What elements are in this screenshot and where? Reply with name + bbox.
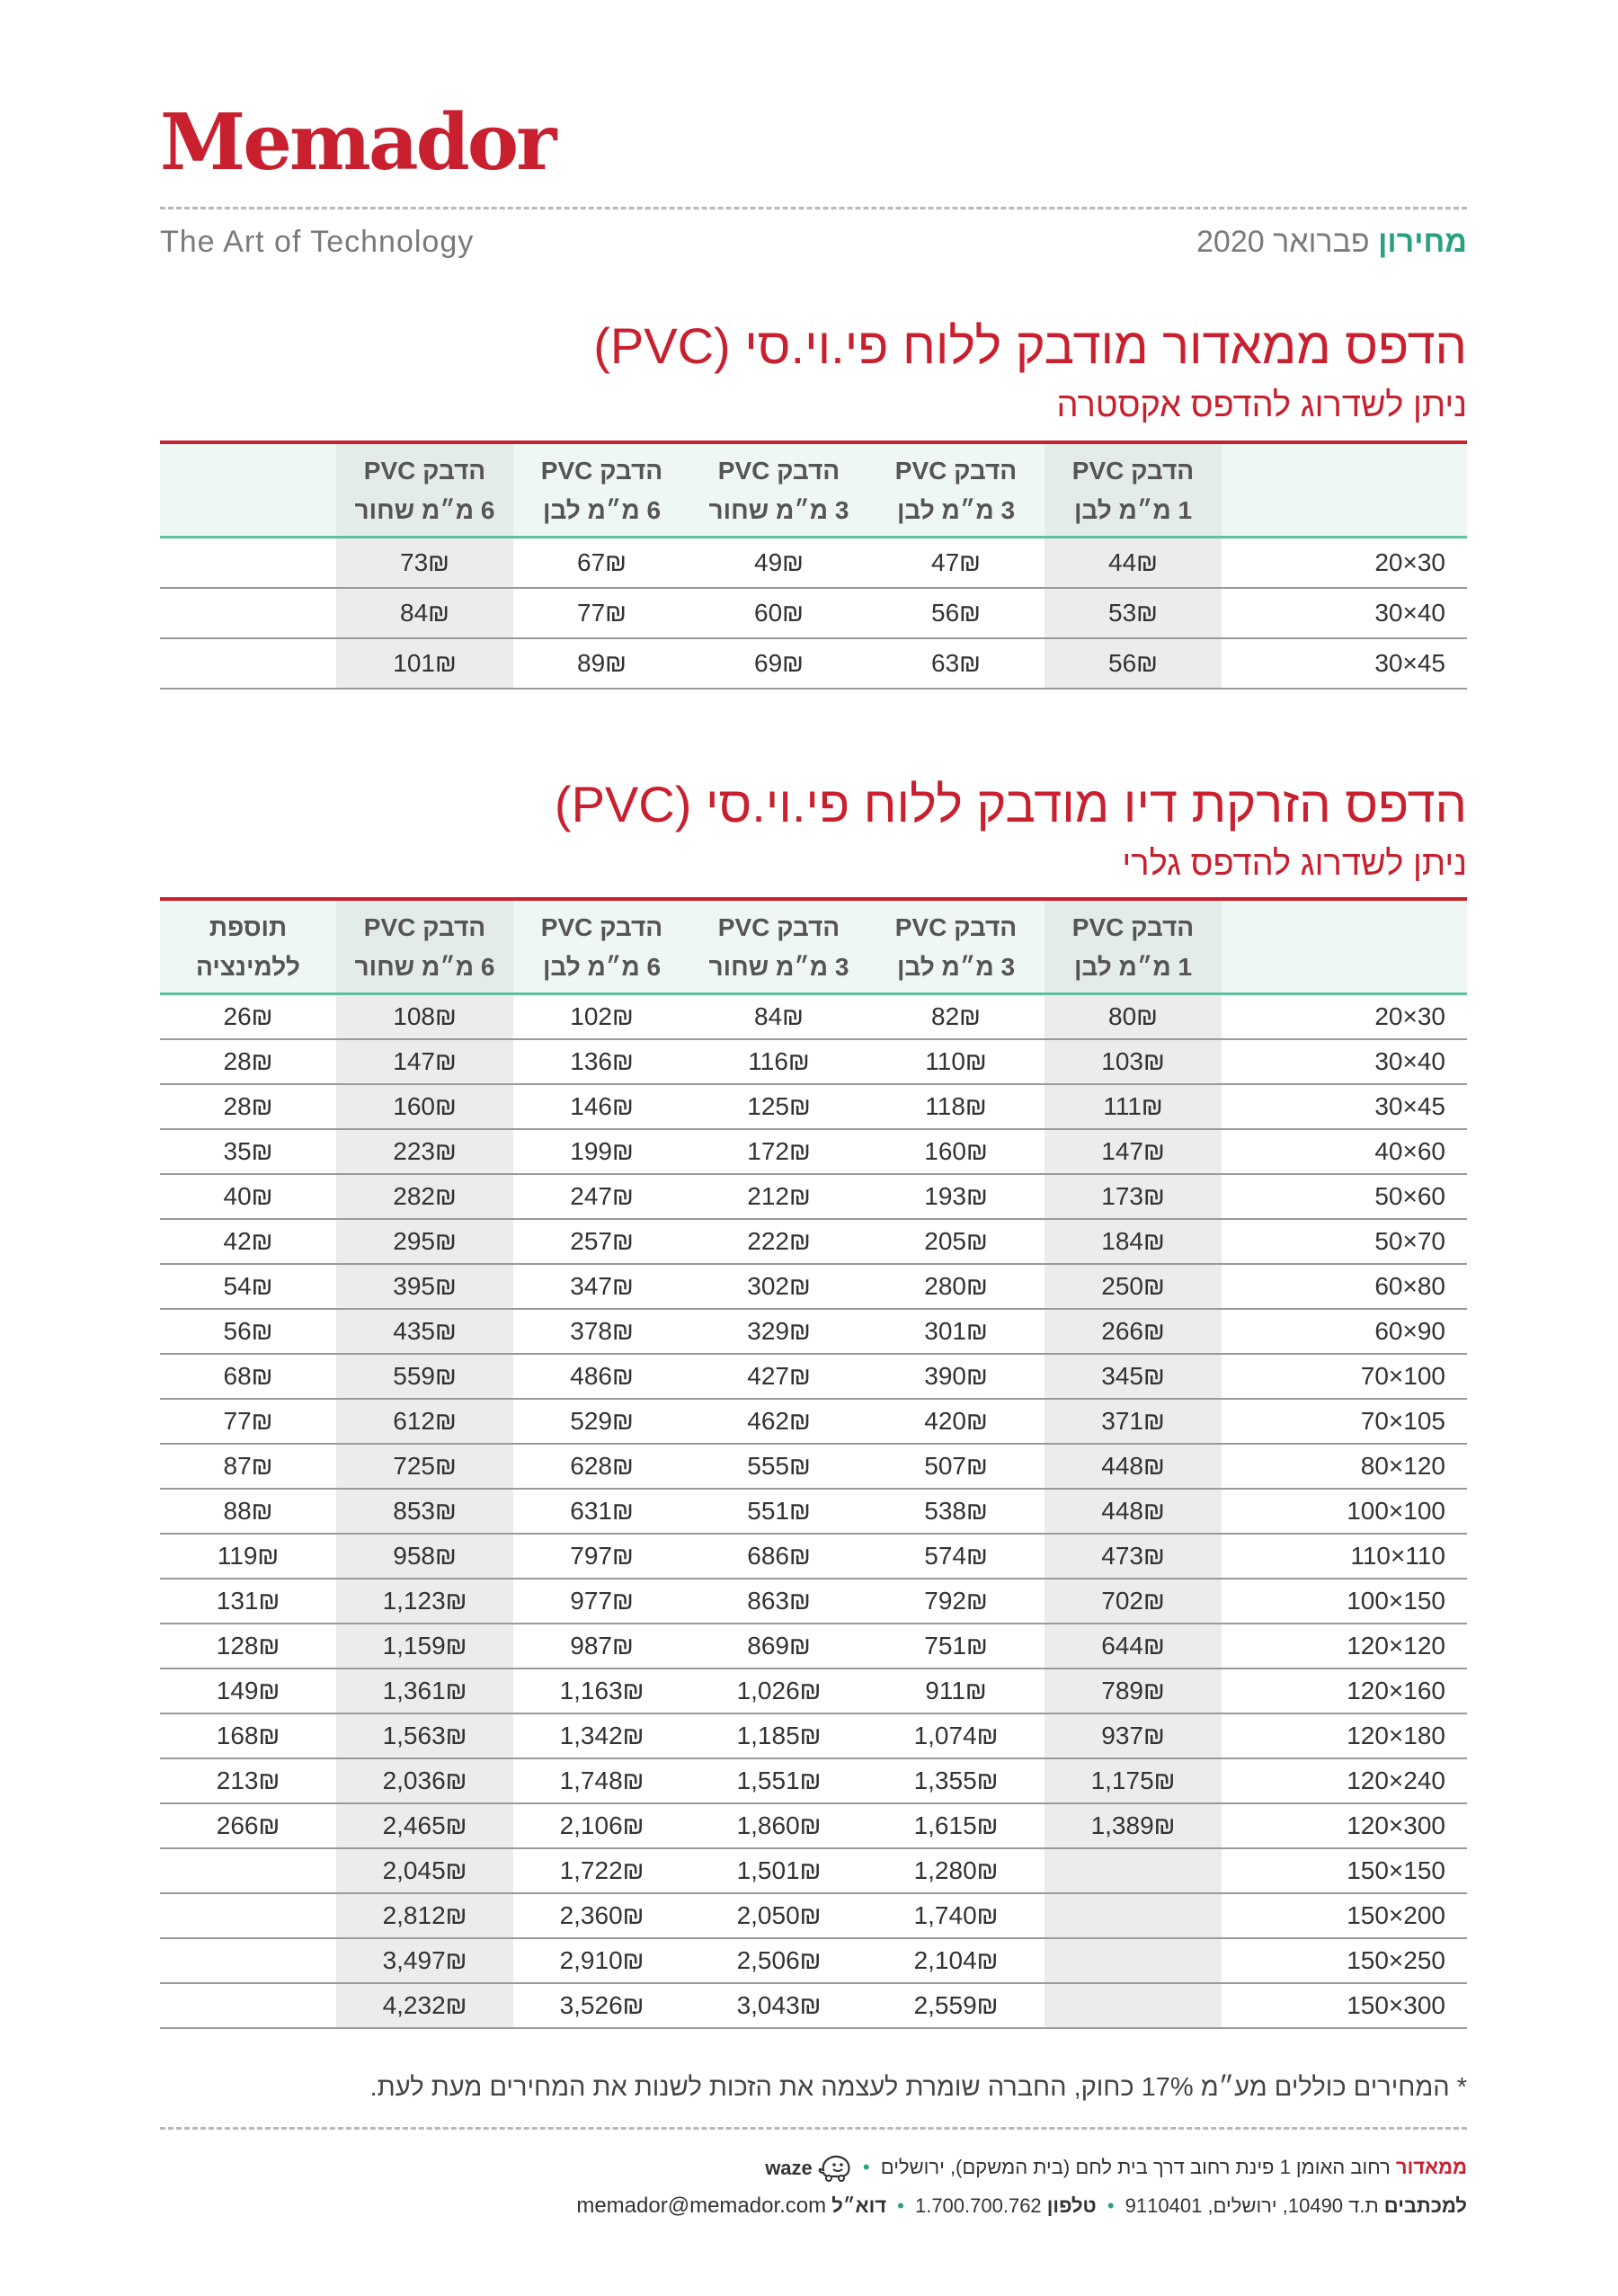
price-cell-lamination: 88₪ [160,1489,336,1534]
price-cell: 89₪ [513,638,690,689]
pricelist-month: פברואר 2020 [1196,225,1370,259]
price-cell-lamination: 40₪ [160,1174,336,1219]
price-cell: 435₪ [336,1309,513,1354]
table-row [160,1758,1467,1803]
price-cell: 3,526₪ [513,1983,690,2028]
price-cell: 555₪ [690,1444,867,1489]
price-cell: 4,232₪ [336,1983,513,2028]
size-cell: 60×80 [1222,1264,1467,1309]
price-cell: 101₪ [336,638,513,689]
price-cell [1045,1938,1222,1983]
size-header [1222,899,1467,994]
price-cell: 529₪ [513,1399,690,1444]
phone-number: 1.700.700.762 [914,2194,1042,2217]
price-cell: 395₪ [336,1264,513,1309]
table-row [160,1444,1467,1489]
price-cell: 751₪ [867,1624,1045,1669]
price-cell: 448₪ [1045,1489,1222,1534]
price-table-inkjet-print [160,897,1467,2029]
table-row [160,638,1467,689]
price-cell: 257₪ [513,1219,690,1264]
price-cell-lamination [160,1848,336,1893]
size-cell: 30×40 [1222,1039,1467,1084]
section1-title: הדפס ממאדור מודבק ללוח פי.וי.סי (PVC) [593,317,1467,374]
price-cell: 301₪ [867,1309,1045,1354]
price-cell: 551₪ [690,1489,867,1534]
price-cell-lamination [160,1938,336,1983]
section2-title: הדפס הזרקת דיו מודבק ללוח פי.וי.סי (PVC) [554,776,1467,832]
table-row [160,1803,1467,1848]
size-cell: 120×160 [1222,1669,1467,1713]
price-cell: 1,163₪ [513,1669,690,1713]
column-header: הדבק PVC 3 מ״מ לבן [867,899,1045,994]
size-cell: 150×150 [1222,1848,1467,1893]
price-cell: 3,497₪ [336,1938,513,1983]
price-cell: 2,812₪ [336,1893,513,1938]
footer-divider [160,2127,1467,2130]
empty-cell [160,638,336,689]
price-cell-lamination: 87₪ [160,1444,336,1489]
price-cell: 538₪ [867,1489,1045,1534]
column-header: הדבק PVC 3 מ״מ שחור [690,442,867,538]
size-cell: 110×110 [1222,1534,1467,1579]
price-table-sticker-print [160,441,1467,690]
size-cell: 150×300 [1222,1983,1467,2028]
price-cell: 2,465₪ [336,1803,513,1848]
email-link[interactable]: memador@memador.com [576,2194,827,2218]
table-row [160,1084,1467,1129]
table-row [160,1534,1467,1579]
price-cell: 205₪ [867,1219,1045,1264]
price-cell: 486₪ [513,1354,690,1399]
price-cell: 295₪ [336,1219,513,1264]
column-header: תוספת ללמינציה [160,899,336,994]
size-cell: 120×180 [1222,1713,1467,1758]
price-cell: 1,280₪ [867,1848,1045,1893]
price-cell: 69₪ [690,638,867,689]
price-cell: 56₪ [867,588,1045,638]
header-divider [160,207,1467,209]
price-cell: 82₪ [867,994,1045,1040]
price-cell: 977₪ [513,1579,690,1624]
footer-address: ממאדור רחוב האומן 1 פינת רחוב דרך בית לחם (בית המשקם), ירושלים • waze [765,2154,1467,2183]
table-row [160,1848,1467,1893]
price-cell: 77₪ [513,588,690,638]
price-cell: 345₪ [1045,1354,1222,1399]
price-cell: 1,501₪ [690,1848,867,1893]
price-cell: 644₪ [1045,1624,1222,1669]
price-cell: 2,360₪ [513,1893,690,1938]
waze-icon [816,2154,852,2183]
price-cell: 47₪ [867,538,1045,589]
price-cell: 53₪ [1045,588,1222,638]
price-cell: 146₪ [513,1084,690,1129]
price-cell: 2,106₪ [513,1803,690,1848]
price-cell: 507₪ [867,1444,1045,1489]
section1-subtitle: ניתן לשדרוג להדפס אקסטרה [1056,387,1467,424]
table-row [160,1174,1467,1219]
price-cell-lamination: 42₪ [160,1219,336,1264]
price-cell: 1,175₪ [1045,1758,1222,1803]
price-cell [1045,1848,1222,1893]
size-cell: 70×105 [1222,1399,1467,1444]
price-cell: 1,748₪ [513,1758,690,1803]
price-cell: 63₪ [867,638,1045,689]
pricelist-date [1196,225,1467,260]
price-cell: 612₪ [336,1399,513,1444]
table-row [160,1129,1467,1174]
column-header: הדבק PVC 3 מ״מ שחור [690,899,867,994]
price-cell: 574₪ [867,1534,1045,1579]
price-cell: 420₪ [867,1399,1045,1444]
price-cell: 160₪ [867,1129,1045,1174]
price-cell: 937₪ [1045,1713,1222,1758]
size-cell: 120×120 [1222,1624,1467,1669]
price-cell: 2,910₪ [513,1938,690,1983]
size-cell: 70×100 [1222,1354,1467,1399]
tagline: The Art of Technology [160,225,475,259]
price-cell: 199₪ [513,1129,690,1174]
price-cell: 212₪ [690,1174,867,1219]
size-cell: 50×70 [1222,1219,1467,1264]
price-cell [1045,1893,1222,1938]
size-cell: 120×300 [1222,1803,1467,1848]
size-cell: 100×150 [1222,1579,1467,1624]
price-cell: 1,159₪ [336,1624,513,1669]
price-cell: 911₪ [867,1669,1045,1713]
price-cell: 797₪ [513,1534,690,1579]
price-cell: 116₪ [690,1039,867,1084]
price-cell-lamination: 119₪ [160,1534,336,1579]
size-cell: 100×100 [1222,1489,1467,1534]
price-cell: 1,342₪ [513,1713,690,1758]
table-row [160,1669,1467,1713]
price-cell: 136₪ [513,1039,690,1084]
price-cell: 1,563₪ [336,1713,513,1758]
price-cell: 1,361₪ [336,1669,513,1713]
pricelist-label: מחירון [1378,225,1467,259]
price-cell: 473₪ [1045,1534,1222,1579]
price-cell: 1,860₪ [690,1803,867,1848]
price-cell: 1,026₪ [690,1669,867,1713]
price-cell: 631₪ [513,1489,690,1534]
price-cell: 371₪ [1045,1399,1222,1444]
price-cell: 2,050₪ [690,1893,867,1938]
mail-label: למכתבים [1383,2194,1467,2217]
vat-footnote: * המחירים כוללים מע״מ 17% כחוק, החברה שומרת לעצמה את הזכות לשנות את המחירים מעת לעת. [369,2073,1467,2102]
section2-subtitle: ניתן לשדרוג להדפס גלרי [1122,845,1467,883]
price-cell: 110₪ [867,1039,1045,1084]
size-cell: 120×240 [1222,1758,1467,1803]
price-cell-lamination: 266₪ [160,1803,336,1848]
table-row [160,1579,1467,1624]
table-row [160,1309,1467,1354]
price-cell: 118₪ [867,1084,1045,1129]
price-cell: 853₪ [336,1489,513,1534]
price-cell-lamination: 149₪ [160,1669,336,1713]
table-row [160,1713,1467,1758]
price-cell: 2,104₪ [867,1938,1045,1983]
price-cell: 222₪ [690,1219,867,1264]
price-cell: 347₪ [513,1264,690,1309]
size-cell: 20×30 [1222,538,1467,589]
table-row [160,1399,1467,1444]
table-row [160,1489,1467,1534]
price-cell: 247₪ [513,1174,690,1219]
price-cell: 1,123₪ [336,1579,513,1624]
size-cell: 50×60 [1222,1174,1467,1219]
price-cell: 3,043₪ [690,1983,867,2028]
table-row [160,1039,1467,1084]
price-cell: 725₪ [336,1444,513,1489]
price-cell: 80₪ [1045,994,1222,1040]
price-cell: 378₪ [513,1309,690,1354]
empty-cell [160,538,336,589]
price-cell: 448₪ [1045,1444,1222,1489]
price-cell: 869₪ [690,1624,867,1669]
price-cell-lamination [160,1983,336,2028]
price-cell: 193₪ [867,1174,1045,1219]
price-cell: 2,045₪ [336,1848,513,1893]
price-cell: 1,615₪ [867,1803,1045,1848]
price-cell: 44₪ [1045,538,1222,589]
price-cell: 1,074₪ [867,1713,1045,1758]
price-cell: 103₪ [1045,1039,1222,1084]
price-cell: 1,740₪ [867,1893,1045,1938]
price-cell: 84₪ [690,994,867,1040]
price-cell: 125₪ [690,1084,867,1129]
waze-link[interactable] [765,2154,852,2183]
price-cell: 863₪ [690,1579,867,1624]
price-cell: 329₪ [690,1309,867,1354]
column-header: הדבק PVC 6 מ״מ לבן [513,442,690,538]
size-header [1222,442,1467,538]
price-cell: 147₪ [336,1039,513,1084]
column-header: הדבק PVC 1 מ״מ לבן [1045,899,1222,994]
table-row [160,1219,1467,1264]
table-row [160,588,1467,638]
price-cell: 628₪ [513,1444,690,1489]
size-cell: 20×30 [1222,994,1467,1040]
column-header: הדבק PVC 3 מ״מ לבן [867,442,1045,538]
price-cell: 390₪ [867,1354,1045,1399]
price-cell: 84₪ [336,588,513,638]
column-header: הדבק PVC 6 מ״מ לבן [513,899,690,994]
price-cell: 792₪ [867,1579,1045,1624]
price-cell-lamination: 26₪ [160,994,336,1040]
size-cell: 40×60 [1222,1129,1467,1174]
price-cell: 2,036₪ [336,1758,513,1803]
price-cell: 302₪ [690,1264,867,1309]
price-cell: 266₪ [1045,1309,1222,1354]
price-cell: 462₪ [690,1399,867,1444]
price-cell-lamination: 56₪ [160,1309,336,1354]
table-row [160,1983,1467,2028]
price-cell-lamination: 77₪ [160,1399,336,1444]
price-cell: 184₪ [1045,1219,1222,1264]
price-cell-lamination: 168₪ [160,1713,336,1758]
price-cell-lamination: 35₪ [160,1129,336,1174]
price-cell-lamination: 54₪ [160,1264,336,1309]
table-row [160,1354,1467,1399]
price-cell: 1,185₪ [690,1713,867,1758]
size-cell: 30×40 [1222,588,1467,638]
column-header: הדבק PVC 6 מ״מ שחור [336,442,513,538]
price-cell: 1,355₪ [867,1758,1045,1803]
price-cell: 102₪ [513,994,690,1040]
table-row [160,1938,1467,1983]
price-cell-lamination: 68₪ [160,1354,336,1399]
footer-contacts: למכתבים ת.ד 10490, ירושלים, 9110401 • טלפון 1.700.700.762 • דוא״ל memador@memador.com [576,2194,1467,2218]
table-row [160,994,1467,1040]
price-cell: 1,389₪ [1045,1803,1222,1848]
price-cell: 172₪ [690,1129,867,1174]
price-cell: 73₪ [336,538,513,589]
price-cell: 280₪ [867,1264,1045,1309]
price-cell: 2,506₪ [690,1938,867,1983]
price-cell [1045,1983,1222,2028]
price-cell: 147₪ [1045,1129,1222,1174]
email-label: דוא״ל [831,2194,887,2217]
price-cell-lamination: 213₪ [160,1758,336,1803]
address-text: רחוב האומן 1 פינת רחוב דרך בית לחם (בית המשקם), ירושלים [880,2155,1391,2178]
price-cell: 789₪ [1045,1669,1222,1713]
phone-label: טלפון [1046,2194,1097,2217]
price-cell: 111₪ [1045,1084,1222,1129]
price-cell: 223₪ [336,1129,513,1174]
column-header: הדבק PVC 6 מ״מ שחור [336,899,513,994]
price-cell-lamination: 131₪ [160,1579,336,1624]
size-cell: 150×200 [1222,1893,1467,1938]
price-cell: 427₪ [690,1354,867,1399]
mail-address: ת.ד 10490, ירושלים, 9110401 [1125,2194,1379,2217]
size-cell: 30×45 [1222,1084,1467,1129]
size-cell: 150×250 [1222,1938,1467,1983]
price-cell: 60₪ [690,588,867,638]
price-cell: 108₪ [336,994,513,1040]
price-cell: 67₪ [513,538,690,589]
price-cell: 250₪ [1045,1264,1222,1309]
price-cell: 559₪ [336,1354,513,1399]
table-row [160,1893,1467,1938]
price-cell: 1,551₪ [690,1758,867,1803]
price-cell: 160₪ [336,1084,513,1129]
price-cell-lamination: 28₪ [160,1084,336,1129]
price-cell-lamination: 28₪ [160,1039,336,1084]
price-cell-lamination: 128₪ [160,1624,336,1669]
price-cell: 987₪ [513,1624,690,1669]
price-cell: 49₪ [690,538,867,589]
price-cell: 173₪ [1045,1174,1222,1219]
price-cell: 958₪ [336,1534,513,1579]
memador-logo: Memador [160,97,555,188]
table-row [160,1624,1467,1669]
header-empty [160,442,336,538]
table-row [160,1264,1467,1309]
size-cell: 60×90 [1222,1309,1467,1354]
price-cell: 56₪ [1045,638,1222,689]
price-cell-lamination [160,1893,336,1938]
waze-label: waze [765,2157,813,2179]
column-header: הדבק PVC 1 מ״מ לבן [1045,442,1222,538]
price-cell: 686₪ [690,1534,867,1579]
price-cell: 1,722₪ [513,1848,690,1893]
empty-cell [160,588,336,638]
price-cell: 282₪ [336,1174,513,1219]
price-cell: 2,559₪ [867,1983,1045,2028]
footer-brand: ממאדור [1395,2155,1467,2178]
table-row [160,538,1467,589]
size-cell: 80×120 [1222,1444,1467,1489]
price-cell: 702₪ [1045,1579,1222,1624]
size-cell: 30×45 [1222,638,1467,689]
